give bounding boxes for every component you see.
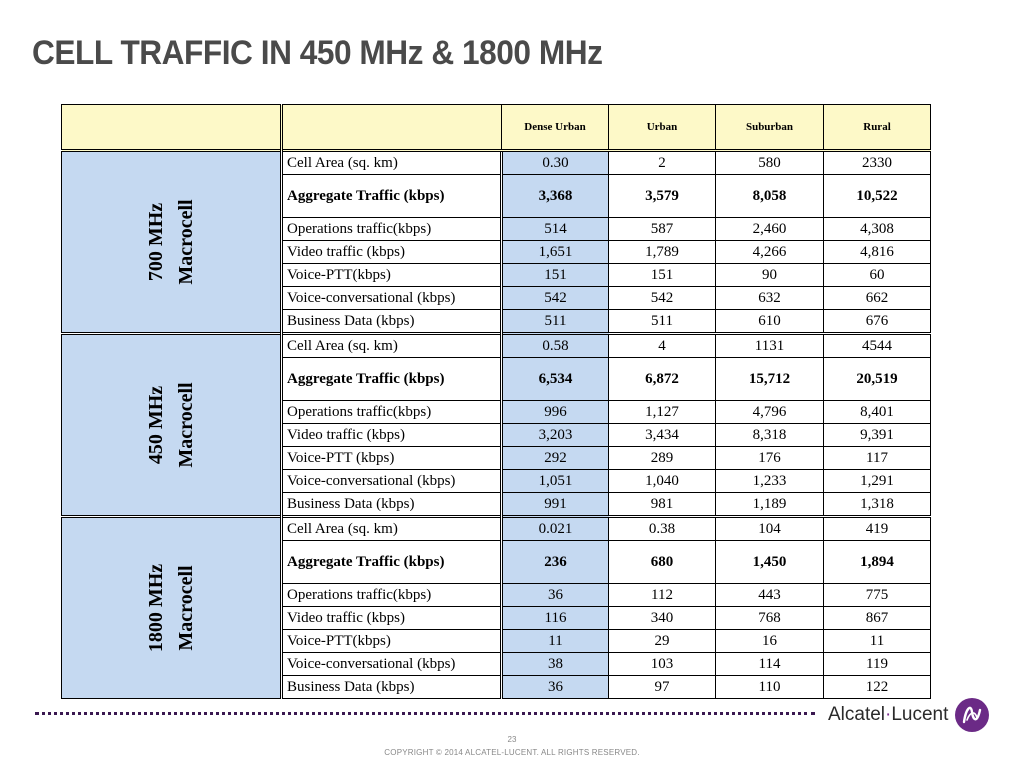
- band-group-label-line1: 1800 MHz: [145, 563, 167, 653]
- cell-rural: 11: [824, 630, 931, 653]
- cell-suburban: 768: [716, 607, 824, 630]
- band-group-label: [141, 382, 201, 467]
- row-label: Cell Area (sq. km): [282, 334, 502, 358]
- cell-rural: 4,816: [824, 241, 931, 264]
- cell-suburban: 15,712: [716, 358, 824, 401]
- copyright-notice: COPYRIGHT © 2014 ALCATEL-LUCENT. ALL RIGHTS RESERVED.: [384, 748, 640, 757]
- cell-dense-urban: 36: [502, 584, 609, 607]
- cell-rural: 1,894: [824, 541, 931, 584]
- cell-suburban: 580: [716, 151, 824, 175]
- cell-rural: 119: [824, 653, 931, 676]
- cell-dense-urban: 3,368: [502, 175, 609, 218]
- cell-rural: 9,391: [824, 424, 931, 447]
- row-label: Video traffic (kbps): [282, 424, 502, 447]
- cell-urban: 511: [609, 310, 716, 334]
- cell-urban: 29: [609, 630, 716, 653]
- row-label: Operations traffic(kbps): [282, 218, 502, 241]
- row-label: Voice-PTT (kbps): [282, 447, 502, 470]
- row-label: Business Data (kbps): [282, 310, 502, 334]
- cell-urban: 3,579: [609, 175, 716, 218]
- row-label: Voice-conversational (kbps): [282, 653, 502, 676]
- cell-urban: 587: [609, 218, 716, 241]
- brand-wordmark: [828, 704, 948, 726]
- table-row: [62, 517, 931, 541]
- cell-rural: 60: [824, 264, 931, 287]
- cell-rural: 775: [824, 584, 931, 607]
- cell-urban: 1,040: [609, 470, 716, 493]
- cell-dense-urban: 236: [502, 541, 609, 584]
- cell-dense-urban: 38: [502, 653, 609, 676]
- brand-separator-dot: ·: [885, 704, 892, 725]
- band-group-label-cell: [62, 517, 282, 699]
- row-label: Aggregate Traffic (kbps): [282, 541, 502, 584]
- cell-dense-urban: 1,651: [502, 241, 609, 264]
- page-number: 23: [507, 735, 517, 744]
- row-label: Aggregate Traffic (kbps): [282, 358, 502, 401]
- table-row: [62, 151, 931, 175]
- section-700mhz: [62, 151, 931, 334]
- cell-urban: 1,127: [609, 401, 716, 424]
- column-header-dense-urban: Dense Urban: [502, 105, 609, 151]
- band-group-label-line1: 450 MHz: [145, 385, 167, 465]
- cell-rural: 2330: [824, 151, 931, 175]
- row-label: Aggregate Traffic (kbps): [282, 175, 502, 218]
- column-header-suburban: Suburban: [716, 105, 824, 151]
- band-group-label-cell: [62, 334, 282, 517]
- brand-name-part1: Alcatel: [828, 704, 886, 725]
- cell-dense-urban: 36: [502, 676, 609, 699]
- row-label: Operations traffic(kbps): [282, 401, 502, 424]
- cell-suburban: 610: [716, 310, 824, 334]
- cell-urban: 2: [609, 151, 716, 175]
- cell-urban: 97: [609, 676, 716, 699]
- cell-dense-urban: 996: [502, 401, 609, 424]
- cell-urban: 4: [609, 334, 716, 358]
- cell-suburban: 1,233: [716, 470, 824, 493]
- cell-suburban: 8,058: [716, 175, 824, 218]
- cell-dense-urban: 292: [502, 447, 609, 470]
- band-group-label-line2: Macrocell: [175, 382, 197, 468]
- cell-dense-urban: 116: [502, 607, 609, 630]
- cell-dense-urban: 991: [502, 493, 609, 517]
- section-1800mhz: [62, 517, 931, 699]
- header-label-cell: [282, 105, 502, 151]
- brand-name-part2: Lucent: [891, 704, 949, 725]
- column-header-rural: Rural: [824, 105, 931, 151]
- cell-rural: 122: [824, 676, 931, 699]
- cell-suburban: 1131: [716, 334, 824, 358]
- band-group-label: [141, 199, 201, 284]
- dotted-divider: [35, 712, 815, 715]
- cell-suburban: 110: [716, 676, 824, 699]
- cell-suburban: 114: [716, 653, 824, 676]
- cell-rural: 4544: [824, 334, 931, 358]
- cell-suburban: 90: [716, 264, 824, 287]
- cell-urban: 103: [609, 653, 716, 676]
- section-450mhz: [62, 334, 931, 517]
- cell-suburban: 4,796: [716, 401, 824, 424]
- cell-rural: 867: [824, 607, 931, 630]
- row-label: Operations traffic(kbps): [282, 584, 502, 607]
- cell-urban: 289: [609, 447, 716, 470]
- cell-suburban: 104: [716, 517, 824, 541]
- cell-dense-urban: 6,534: [502, 358, 609, 401]
- cell-rural: 117: [824, 447, 931, 470]
- row-label: Video traffic (kbps): [282, 607, 502, 630]
- row-label: Video traffic (kbps): [282, 241, 502, 264]
- header-corner-cell: [62, 105, 282, 151]
- cell-rural: 1,318: [824, 493, 931, 517]
- row-label: Cell Area (sq. km): [282, 517, 502, 541]
- cell-dense-urban: 542: [502, 287, 609, 310]
- cell-rural: 8,401: [824, 401, 931, 424]
- cell-suburban: 8,318: [716, 424, 824, 447]
- cell-urban: 3,434: [609, 424, 716, 447]
- table-header-row: [62, 105, 931, 151]
- cell-rural: 20,519: [824, 358, 931, 401]
- cell-dense-urban: 151: [502, 264, 609, 287]
- row-label: Voice-conversational (kbps): [282, 287, 502, 310]
- cell-rural: 4,308: [824, 218, 931, 241]
- cell-urban: 112: [609, 584, 716, 607]
- cell-urban: 1,789: [609, 241, 716, 264]
- cell-suburban: 632: [716, 287, 824, 310]
- cell-suburban: 1,450: [716, 541, 824, 584]
- row-label: Cell Area (sq. km): [282, 151, 502, 175]
- cell-dense-urban: 514: [502, 218, 609, 241]
- cell-dense-urban: 1,051: [502, 470, 609, 493]
- row-label: Voice-PTT(kbps): [282, 264, 502, 287]
- band-group-label-line2: Macrocell: [175, 565, 197, 651]
- alcatel-lucent-swirl-icon: [955, 698, 989, 732]
- cell-rural: 1,291: [824, 470, 931, 493]
- cell-dense-urban: 0.021: [502, 517, 609, 541]
- cell-urban: 680: [609, 541, 716, 584]
- traffic-table: [61, 104, 931, 699]
- band-group-label-line2: Macrocell: [175, 199, 197, 285]
- cell-rural: 662: [824, 287, 931, 310]
- cell-suburban: 16: [716, 630, 824, 653]
- cell-urban: 0.38: [609, 517, 716, 541]
- cell-suburban: 1,189: [716, 493, 824, 517]
- cell-dense-urban: 511: [502, 310, 609, 334]
- cell-dense-urban: 0.58: [502, 334, 609, 358]
- band-group-label-line1: 700 MHz: [145, 202, 167, 282]
- row-label: Business Data (kbps): [282, 676, 502, 699]
- cell-suburban: 176: [716, 447, 824, 470]
- row-label: Voice-PTT(kbps): [282, 630, 502, 653]
- cell-suburban: 443: [716, 584, 824, 607]
- cell-dense-urban: 0.30: [502, 151, 609, 175]
- cell-urban: 340: [609, 607, 716, 630]
- row-label: Voice-conversational (kbps): [282, 470, 502, 493]
- cell-rural: 676: [824, 310, 931, 334]
- cell-dense-urban: 11: [502, 630, 609, 653]
- row-label: Business Data (kbps): [282, 493, 502, 517]
- cell-urban: 981: [609, 493, 716, 517]
- cell-dense-urban: 3,203: [502, 424, 609, 447]
- column-header-urban: Urban: [609, 105, 716, 151]
- cell-urban: 6,872: [609, 358, 716, 401]
- band-group-label: [141, 564, 201, 652]
- cell-urban: 151: [609, 264, 716, 287]
- cell-suburban: 2,460: [716, 218, 824, 241]
- page-title: CELL TRAFFIC IN 450 MHz & 1800 MHz: [32, 34, 603, 72]
- cell-rural: 10,522: [824, 175, 931, 218]
- cell-rural: 419: [824, 517, 931, 541]
- band-group-label-cell: [62, 151, 282, 334]
- cell-suburban: 4,266: [716, 241, 824, 264]
- table-row: [62, 334, 931, 358]
- cell-urban: 542: [609, 287, 716, 310]
